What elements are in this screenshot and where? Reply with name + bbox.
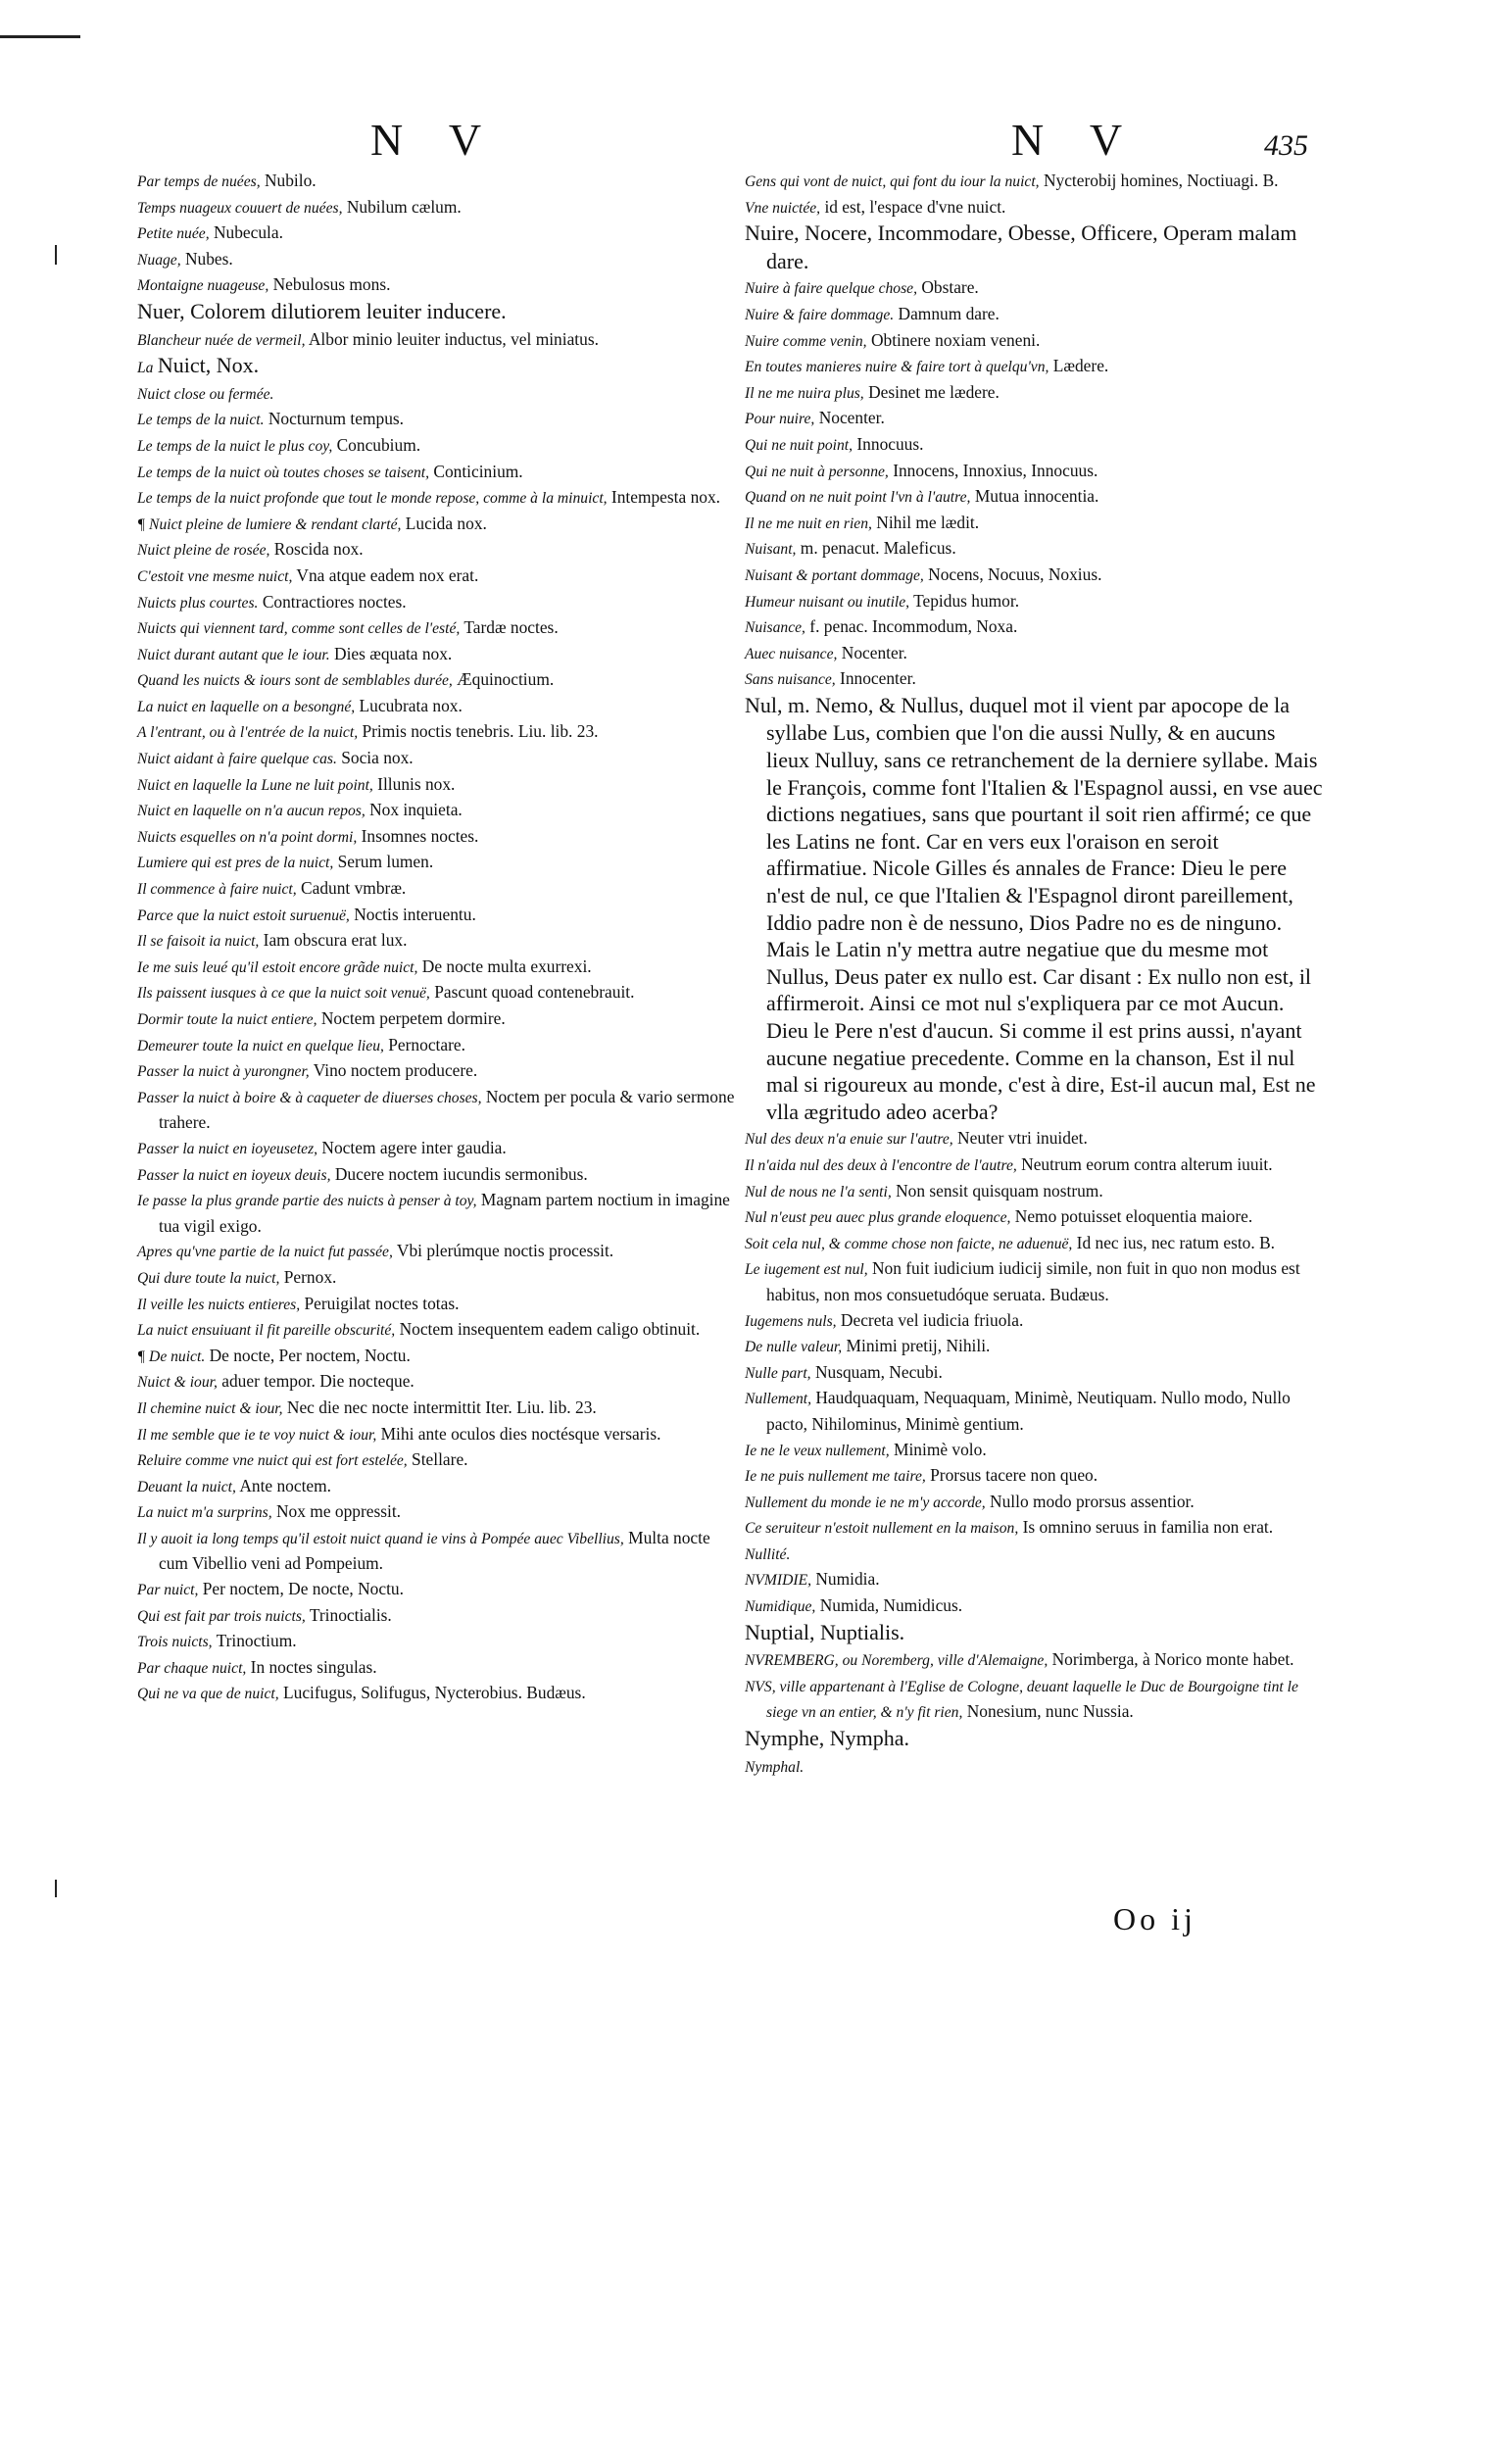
dictionary-entry	[137, 1058, 735, 1085]
french-term: Nuisance,	[745, 619, 805, 637]
latin-gloss: Nox me oppressit.	[276, 1501, 402, 1522]
latin-gloss: m. penacut. Maleficus.	[800, 538, 956, 559]
right-column	[745, 169, 1323, 1780]
scan-rule-top-left	[0, 35, 80, 38]
dictionary-entry	[745, 1126, 1323, 1152]
french-term: Iugemens nuls,	[745, 1312, 837, 1330]
latin-gloss: Nullo modo prorsus assentior.	[990, 1491, 1195, 1511]
french-term: NVS, ville appartenant à l'Eglise de Cologne, deuant laquelle le Duc de Bourgoigne tint le siege vn an entier, & n'y fit rien,	[745, 1678, 1298, 1722]
latin-gloss: Nocturnum tempus.	[268, 409, 404, 429]
latin-gloss: Vna atque eadem nox erat.	[296, 564, 479, 585]
latin-gloss: Nihil me lædit.	[876, 512, 980, 532]
scan-tick-left-lower	[55, 1880, 57, 1897]
french-term: La nuict en laquelle on a besongné,	[137, 698, 356, 715]
dictionary-entry	[137, 1136, 735, 1162]
latin-gloss: Lucubrata nox.	[359, 695, 463, 715]
french-term: C'estoit vne mesme nuict,	[137, 567, 293, 585]
latin-gloss: Dies æquata nox.	[334, 643, 453, 663]
french-term: En toutes manieres nuire & faire tort à quelqu'vn,	[745, 359, 1049, 376]
latin-gloss: Damnum dare.	[898, 303, 1000, 323]
dictionary-entry	[745, 1204, 1323, 1231]
dictionary-entry	[745, 563, 1323, 589]
dictionary-entry	[745, 1152, 1323, 1179]
latin-gloss: Noctem agere inter gaudia.	[321, 1137, 507, 1157]
french-term: Nuict en laquelle on n'a aucun repos,	[137, 803, 366, 820]
latin-gloss: Prorsus tacere non queo.	[930, 1465, 1098, 1486]
french-term: Ce seruiteur n'estoit nullement en la maison,	[745, 1520, 1019, 1538]
left-column	[137, 169, 735, 1707]
dictionary-entry	[137, 537, 735, 564]
dictionary-entry	[137, 642, 735, 668]
dictionary-entry	[137, 169, 735, 195]
dictionary-entry	[745, 1542, 1323, 1568]
latin-gloss: Nocenter.	[841, 642, 907, 662]
french-term: Reluire comme vne nuict qui est fort estelée,	[137, 1452, 408, 1470]
dictionary-entry	[745, 459, 1323, 485]
french-term: A l'entrant, ou à l'entrée de la nuict,	[137, 724, 359, 742]
french-term: La	[137, 360, 154, 377]
dictionary-entry	[745, 1593, 1323, 1620]
french-term: Montaigne nuageuse,	[137, 277, 269, 295]
latin-gloss: Nubilum cælum.	[346, 196, 462, 217]
latin-gloss: Non sensit quisquam nostrum.	[896, 1180, 1103, 1200]
latin-gloss: Trinoctialis.	[309, 1604, 392, 1625]
french-term: Nuire & faire dommage.	[745, 306, 895, 323]
french-term: Le temps de la nuict le plus coy,	[137, 437, 333, 455]
french-term: Humeur nuisant ou inutile,	[745, 593, 910, 611]
running-head-right: N V	[1011, 115, 1141, 165]
french-term: Nuire à faire quelque chose,	[745, 280, 917, 298]
latin-gloss: Neuter vtri inuidet.	[957, 1128, 1088, 1149]
french-term: Trois nuicts,	[137, 1634, 213, 1651]
latin-gloss: Nubilo.	[264, 171, 317, 190]
latin-gloss: Serum lumen.	[337, 852, 434, 872]
dictionary-entry	[745, 220, 1323, 275]
dictionary-entry	[745, 1179, 1323, 1205]
dictionary-entry	[745, 1647, 1323, 1674]
dictionary-entry	[137, 1292, 735, 1318]
french-term: Soit cela nul, & comme chose non faicte, ne aduenuë,	[745, 1235, 1073, 1252]
latin-gloss: Nymphe, Nympha.	[745, 1726, 910, 1751]
dictionary-entry	[137, 1239, 735, 1265]
dictionary-entry	[745, 536, 1323, 563]
french-term: Lumiere qui est pres de la nuict,	[137, 855, 334, 872]
dictionary-entry	[745, 1231, 1323, 1257]
french-term: Il ne me nuira plus,	[745, 384, 864, 402]
latin-gloss: Obstare.	[921, 277, 979, 298]
french-term: Nuict pleine de rosée,	[137, 542, 270, 560]
dictionary-entry	[137, 850, 735, 876]
french-term: Quand les nuicts & iours sont de semblables durée,	[137, 672, 453, 690]
latin-gloss: Noctis interuentu.	[354, 904, 476, 924]
latin-gloss: Per noctem, De nocte, Noctu.	[202, 1579, 404, 1599]
dictionary-entry	[137, 1265, 735, 1292]
latin-gloss: Minimi pretij, Nihili.	[846, 1336, 991, 1356]
french-term: Qui est fait par trois nuicts,	[137, 1607, 306, 1625]
dictionary-entry	[745, 275, 1323, 302]
latin-gloss: Roscida nox.	[273, 539, 364, 560]
dictionary-entry	[137, 719, 735, 746]
french-term: Il se faisoit ia nuict,	[137, 933, 260, 951]
french-term: Nul de nous ne l'a senti,	[745, 1183, 892, 1200]
french-term: NVREMBERG, ou Noremberg, ville d'Alemaigne,	[745, 1652, 1049, 1670]
dictionary-entry	[745, 380, 1323, 407]
dictionary-entry	[745, 1490, 1323, 1516]
latin-gloss: Tardæ noctes.	[463, 617, 559, 638]
french-term: Passer la nuict à boire & à caqueter de diuerses choses,	[137, 1089, 482, 1106]
french-term: Nuicts plus courtes.	[137, 594, 259, 612]
latin-gloss: Nocenter.	[818, 408, 885, 428]
french-term: Nuict durant autant que le iour.	[137, 646, 330, 663]
dictionary-entry	[745, 1386, 1323, 1437]
dictionary-entry	[745, 328, 1323, 355]
latin-gloss: Nemo potuisset eloquentia maiore.	[1014, 1206, 1253, 1227]
latin-gloss: Mihi ante oculos dies noctésque versaris.	[380, 1423, 661, 1444]
dictionary-entry	[745, 484, 1323, 511]
latin-gloss: Lucifugus, Solifugus, Nycterobius. Budæus.	[283, 1683, 586, 1703]
french-term: Qui ne nuit point,	[745, 436, 854, 454]
latin-gloss: Haudquaquam, Nequaquam, Minimè, Neutiquam. Nullo modo, Nullo pacto, Nihilominus, Minimè gentium.	[766, 1388, 1291, 1434]
dictionary-entry	[137, 460, 735, 486]
dictionary-entry	[137, 694, 735, 720]
running-head-left: N V	[370, 115, 500, 165]
french-term: Ie passe la plus grande partie des nuicts à penser à toy,	[137, 1193, 477, 1210]
dictionary-entry	[745, 195, 1323, 221]
french-term: Sans nuisance,	[745, 671, 836, 689]
latin-gloss: Id nec ius, nec ratum esto. B.	[1076, 1232, 1276, 1252]
latin-gloss: Magnam partem noctium in imagine tua vigil exigo.	[159, 1190, 730, 1236]
latin-gloss: Desinet me lædere.	[868, 381, 1000, 402]
latin-gloss: Innocuus.	[856, 433, 924, 454]
dictionary-entry	[137, 1422, 735, 1448]
latin-gloss: Noctem per pocula & vario sermone trahere.	[159, 1086, 735, 1133]
latin-gloss: Peruigilat noctes totas.	[304, 1293, 460, 1313]
latin-gloss: Contractiores noctes.	[262, 591, 407, 612]
dictionary-entry	[745, 1256, 1323, 1307]
dictionary-entry	[137, 1603, 735, 1630]
french-term: NVMIDIE,	[745, 1572, 811, 1590]
latin-gloss: Socia nox.	[341, 748, 414, 768]
french-term: Le temps de la nuict où toutes choses se taisent,	[137, 464, 429, 481]
latin-gloss: Conticinium.	[433, 461, 523, 481]
latin-gloss: Nec die nec nocte intermittit Iter. Liu. lib. 23.	[286, 1396, 597, 1417]
french-term: Vne nuictée,	[745, 199, 821, 217]
french-term: Gens qui vont de nuict, qui font du iour la nuict,	[745, 173, 1040, 190]
french-term: Nul des deux n'a enuie sur l'autre,	[745, 1131, 953, 1149]
dictionary-entry	[137, 327, 735, 354]
french-term: Deuant la nuict,	[137, 1478, 236, 1495]
latin-gloss: Multa nocte cum Vibellio veni ad Pompeium.	[159, 1527, 710, 1574]
dictionary-entry	[745, 1567, 1323, 1593]
dictionary-entry	[137, 1085, 735, 1136]
latin-gloss: De nocte, Per noctem, Noctu.	[209, 1345, 411, 1365]
latin-gloss: Lædere.	[1052, 356, 1109, 376]
french-term: Passer la nuict en ioyeux deuis,	[137, 1166, 331, 1184]
latin-gloss: Decreta vel iudicia friuola.	[840, 1309, 1024, 1330]
french-term: Nuage,	[137, 251, 181, 269]
latin-gloss: Nebulosus mons.	[272, 274, 391, 295]
latin-gloss: Illunis nox.	[377, 773, 456, 794]
latin-gloss: Ducere noctem iucundis sermonibus.	[334, 1163, 588, 1184]
french-term: Temps nuageux couuert de nuées,	[137, 199, 343, 217]
latin-gloss: Ante noctem.	[239, 1475, 331, 1495]
dictionary-entry	[745, 406, 1323, 432]
latin-gloss: Norimberga, à Norico monte habet.	[1051, 1649, 1294, 1670]
french-term: Nullement du monde ie ne m'y accorde,	[745, 1494, 986, 1511]
french-term: Nullité.	[745, 1545, 791, 1563]
dictionary-entry	[137, 1499, 735, 1526]
latin-gloss: Numida, Numidicus.	[819, 1595, 963, 1616]
latin-gloss: Iam obscura erat lux.	[263, 930, 408, 951]
latin-gloss: Insomnes noctes.	[361, 825, 479, 846]
dictionary-entry	[137, 615, 735, 642]
french-term: Passer la nuict à yurongner,	[137, 1063, 310, 1081]
latin-gloss: Innocens, Innoxius, Innocuus.	[893, 460, 1098, 480]
french-term: Pour nuire,	[745, 411, 815, 428]
latin-gloss: Minimè volo.	[894, 1439, 987, 1459]
dictionary-entry	[137, 590, 735, 616]
french-term: Par nuict,	[137, 1582, 199, 1599]
latin-gloss: id est, l'espace d'vne nuict.	[824, 196, 1006, 217]
dictionary-entry	[137, 1162, 735, 1189]
latin-gloss: Nubecula.	[213, 222, 283, 243]
dictionary-entry	[745, 432, 1323, 459]
dictionary-entry	[745, 354, 1323, 380]
french-term: Nuict close ou fermée.	[137, 385, 274, 403]
dictionary-entry	[137, 955, 735, 981]
dictionary-entry	[137, 1317, 735, 1344]
dictionary-entry	[745, 1438, 1323, 1464]
dictionary-entry	[745, 693, 1323, 1127]
dictionary-entry	[745, 589, 1323, 615]
french-term: Apres qu'vne partie de la nuict fut passée,	[137, 1244, 393, 1261]
french-term: Le temps de la nuict.	[137, 412, 265, 429]
latin-gloss: Is omnino seruus in familia non erat.	[1022, 1517, 1274, 1538]
french-term: Ie me suis leué qu'il estoit encore grãde nuict,	[137, 958, 418, 976]
french-term: Auec nuisance,	[745, 645, 838, 662]
dictionary-entry	[745, 1308, 1323, 1335]
dictionary-entry	[137, 1188, 735, 1239]
latin-gloss: Concubium.	[336, 434, 421, 455]
dictionary-entry	[745, 511, 1323, 537]
dictionary-entry	[137, 433, 735, 460]
dictionary-entry	[745, 1754, 1323, 1781]
french-term: Le iugement est nul,	[745, 1261, 868, 1279]
dictionary-entry	[745, 1620, 1323, 1648]
latin-gloss: Intempesta nox.	[610, 487, 720, 508]
french-term: Il ne me nuit en rien,	[745, 514, 872, 532]
dictionary-entry	[745, 614, 1323, 641]
french-term: Nuict & iour,	[137, 1374, 218, 1392]
latin-gloss: Pascunt quoad contenebrauit.	[434, 982, 635, 1003]
french-term: Ils paissent iusques à ce que la nuict soit venuë,	[137, 985, 430, 1003]
dictionary-entry	[137, 1006, 735, 1033]
catchword: Oo ij	[1113, 1901, 1196, 1936]
french-term: ¶ Nuict pleine de lumiere & rendant clarté,	[137, 515, 402, 533]
dictionary-entry	[137, 407, 735, 433]
french-term: Il n'aida nul des deux à l'encontre de l'autre,	[745, 1156, 1017, 1174]
dictionary-entry	[745, 169, 1323, 195]
dictionary-entry	[137, 1577, 735, 1603]
french-term: Qui ne nuit à personne,	[745, 463, 889, 480]
french-term: Passer la nuict en ioyeusetez,	[137, 1140, 318, 1157]
dictionary-entry	[745, 1463, 1323, 1490]
dictionary-entry	[137, 220, 735, 247]
latin-gloss: Tepidus humor.	[913, 590, 1020, 611]
latin-gloss: Mutua innocentia.	[974, 486, 1099, 507]
dictionary-entry	[137, 746, 735, 772]
dictionary-entry	[137, 1474, 735, 1500]
french-term: Nuict en laquelle la Lune ne luit point,	[137, 776, 373, 794]
latin-gloss: f. penac. Incommodum, Noxa.	[809, 616, 1018, 637]
dictionary-entry	[137, 1033, 735, 1059]
latin-gloss: Nuer, Colorem dilutiorem leuiter inducere.	[137, 298, 507, 323]
dictionary-entry	[137, 1369, 735, 1396]
dictionary-entry	[137, 772, 735, 799]
french-term: Ie ne puis nullement me taire,	[745, 1468, 926, 1486]
dictionary-entry	[137, 1629, 735, 1655]
french-term: Il veille les nuicts entieres,	[137, 1296, 301, 1313]
dictionary-entry	[137, 928, 735, 955]
french-term: De nulle valeur,	[745, 1339, 843, 1356]
latin-gloss: Noctem insequentem eadem caligo obtinuit.	[399, 1319, 701, 1340]
latin-gloss: Obtinere noxiam veneni.	[870, 329, 1041, 350]
latin-gloss: In noctes singulas.	[250, 1656, 377, 1677]
french-term: Par chaque nuict,	[137, 1659, 247, 1677]
dictionary-entry	[137, 564, 735, 590]
french-term: Nuict aidant à faire quelque cas.	[137, 751, 337, 768]
french-term: Qui ne va que de nuict,	[137, 1686, 279, 1703]
dictionary-entry	[745, 666, 1323, 693]
latin-gloss: Trinoctium.	[216, 1631, 297, 1651]
latin-gloss: Noctem perpetem dormire.	[320, 1008, 506, 1028]
french-term: Nullement,	[745, 1391, 811, 1408]
dictionary-entry	[137, 1526, 735, 1577]
dictionary-entry	[137, 903, 735, 929]
dictionary-entry	[137, 195, 735, 221]
dictionary-entry	[137, 272, 735, 299]
french-term: ¶ De nuict.	[137, 1348, 206, 1365]
latin-gloss: Nuptial, Nuptialis.	[745, 1619, 905, 1644]
french-term: Nuire comme venin,	[745, 332, 867, 350]
french-term: Parce que la nuict estoit suruenuë,	[137, 906, 350, 924]
latin-gloss: Primis noctis tenebris. Liu. lib. 23.	[362, 721, 599, 742]
french-term: Qui dure toute la nuict,	[137, 1269, 280, 1287]
latin-gloss: Æquinoctium.	[457, 669, 555, 690]
french-term: Il chemine nuict & iour,	[137, 1399, 283, 1417]
latin-gloss: Innocenter.	[840, 668, 916, 689]
latin-gloss: Numidia.	[815, 1569, 880, 1590]
page-number: 435	[1264, 129, 1308, 162]
french-term: Nuisant,	[745, 541, 797, 559]
french-term: Demeurer toute la nuict en quelque lieu,	[137, 1037, 384, 1054]
dictionary-entry	[137, 1681, 735, 1707]
latin-gloss: Non fuit iudicium iudicij simile, non fuit in quo non modus est habitus, non mos consuetudóque seruata. Budæus.	[766, 1258, 1300, 1304]
french-term: Il y auoit ia long temps qu'il estoit nuict quand ie vins à Pompée auec Vibellius,	[137, 1530, 624, 1547]
latin-gloss: Nusquam, Necubi.	[814, 1361, 943, 1382]
dictionary-entry	[137, 798, 735, 824]
dictionary-entry	[137, 824, 735, 851]
latin-gloss: Stellare.	[412, 1449, 468, 1470]
dictionary-entry	[137, 667, 735, 694]
latin-gloss: Nul, m. Nemo, & Nullus, duquel mot il vient par apocope de la syllabe Lus, combien que l'on die aussi Nully, & en aucuns lieux Nulluy, sans ce retranchement de la derniere syllabe. Mais le François, comme font l'Italien & l'Espagnol aussi, en vse auec dictions negatiues, sans que pourtant il soit rien affirmé; ce que les Latins ne font. Car en vers eux l'oraison en seroit affirmatiue. Nicole Gilles és annales de France: Dieu le pere n'est de nul, ce que l'Italien & l'Espagnol diront pareillement, Iddio padre non è de nessuno, Dios Padre no es de ninguno. Mais le Latin n'y mettra autre negatiue que du mesme mot Nullus, Deus pater ex nullo est. Car disant : Ex nullo non est, il affirmeroit. Ainsi ce mot nul s'expliquera par ce mot Aucun. Dieu le Pere n'est d'aucun. Si comme il est prins aussi, n'ayant aucune negatiue precedente. Comme en la chanson, Est il nul mal si rigoureux au monde, c'est à dire, Est-il aucun mal, Est ne vlla ægritudo adeo acerba?	[745, 692, 1323, 1124]
dictionary-entry	[745, 302, 1323, 328]
scan-tick-left	[55, 245, 57, 265]
dictionary-entry	[137, 876, 735, 903]
french-term: Nuicts qui viennent tard, comme sont celles de l'esté,	[137, 620, 461, 638]
dictionary-entry	[137, 512, 735, 538]
dictionary-entry	[137, 299, 735, 327]
dictionary-entry	[137, 353, 735, 381]
latin-gloss: Nonesium, nunc Nussia.	[966, 1701, 1134, 1722]
french-term: Ie ne le veux nullement,	[745, 1442, 890, 1459]
french-term: Il me semble que ie te voy nuict & iour,	[137, 1426, 377, 1444]
latin-gloss: Nuire, Nocere, Incommodare, Obesse, Officere, Operam malam dare.	[745, 220, 1297, 273]
latin-gloss: Nycterobij homines, Noctiuagi. B.	[1043, 171, 1279, 190]
latin-gloss: Vino noctem producere.	[313, 1060, 478, 1081]
french-term: Il commence à faire nuict,	[137, 881, 297, 899]
latin-gloss: Vbi plerúmque noctis processit.	[396, 1241, 614, 1261]
dictionary-entry	[137, 247, 735, 273]
french-term: Blancheur nuée de vermeil,	[137, 331, 306, 349]
dictionary-entry	[745, 1515, 1323, 1542]
latin-gloss: aduer tempor. Die nocteque.	[221, 1371, 415, 1392]
latin-gloss: Nuict, Nox.	[157, 353, 260, 378]
dictionary-entry	[745, 1726, 1323, 1754]
latin-gloss: Pernox.	[283, 1266, 337, 1287]
dictionary-entry	[745, 1334, 1323, 1360]
dictionary-entry	[137, 381, 735, 408]
french-term: Nuicts esquelles on n'a point dormi,	[137, 828, 358, 846]
latin-gloss: Lucida nox.	[405, 513, 487, 533]
dictionary-entry	[137, 1447, 735, 1474]
latin-gloss: Albor minio leuiter inductus, vel miniatus.	[308, 328, 599, 349]
dictionary-entry	[137, 1344, 735, 1370]
french-term: Quand on ne nuit point l'vn à l'autre,	[745, 489, 971, 507]
latin-gloss: Cadunt vmbræ.	[301, 878, 407, 899]
french-term: La nuict ensuiuant il fit pareille obscurité,	[137, 1322, 396, 1340]
latin-gloss: Nubes.	[184, 248, 233, 269]
dictionary-entry	[137, 1655, 735, 1682]
french-term: Nulle part,	[745, 1364, 811, 1382]
french-term: Le temps de la nuict profonde que tout le monde repose, comme à la minuict,	[137, 490, 608, 508]
dictionary-entry	[137, 485, 735, 512]
dictionary-entry	[137, 980, 735, 1006]
french-term: Dormir toute la nuict entiere,	[137, 1011, 317, 1028]
dictionary-entry	[137, 1396, 735, 1422]
dictionary-entry	[745, 1360, 1323, 1387]
latin-gloss: Neutrum eorum contra alterum iuuit.	[1021, 1153, 1273, 1174]
latin-gloss: Nocens, Nocuus, Noxius.	[928, 564, 1102, 584]
latin-gloss: Pernoctare.	[388, 1034, 465, 1054]
french-term: Nuisant & portant dommage,	[745, 566, 924, 584]
dictionary-entry	[745, 1674, 1323, 1726]
french-term: Petite nuée,	[137, 225, 210, 243]
dictionary-entry	[745, 641, 1323, 667]
french-term: Nul n'eust peu auec plus grande eloquence,	[745, 1209, 1011, 1227]
french-term: La nuict m'a surprins,	[137, 1504, 272, 1522]
french-term: Nymphal.	[745, 1758, 805, 1776]
french-term: Par temps de nuées,	[137, 173, 261, 190]
french-term: Numidique,	[745, 1598, 816, 1616]
latin-gloss: De nocte multa exurrexi.	[421, 956, 592, 976]
latin-gloss: Nox inquieta.	[369, 800, 463, 820]
